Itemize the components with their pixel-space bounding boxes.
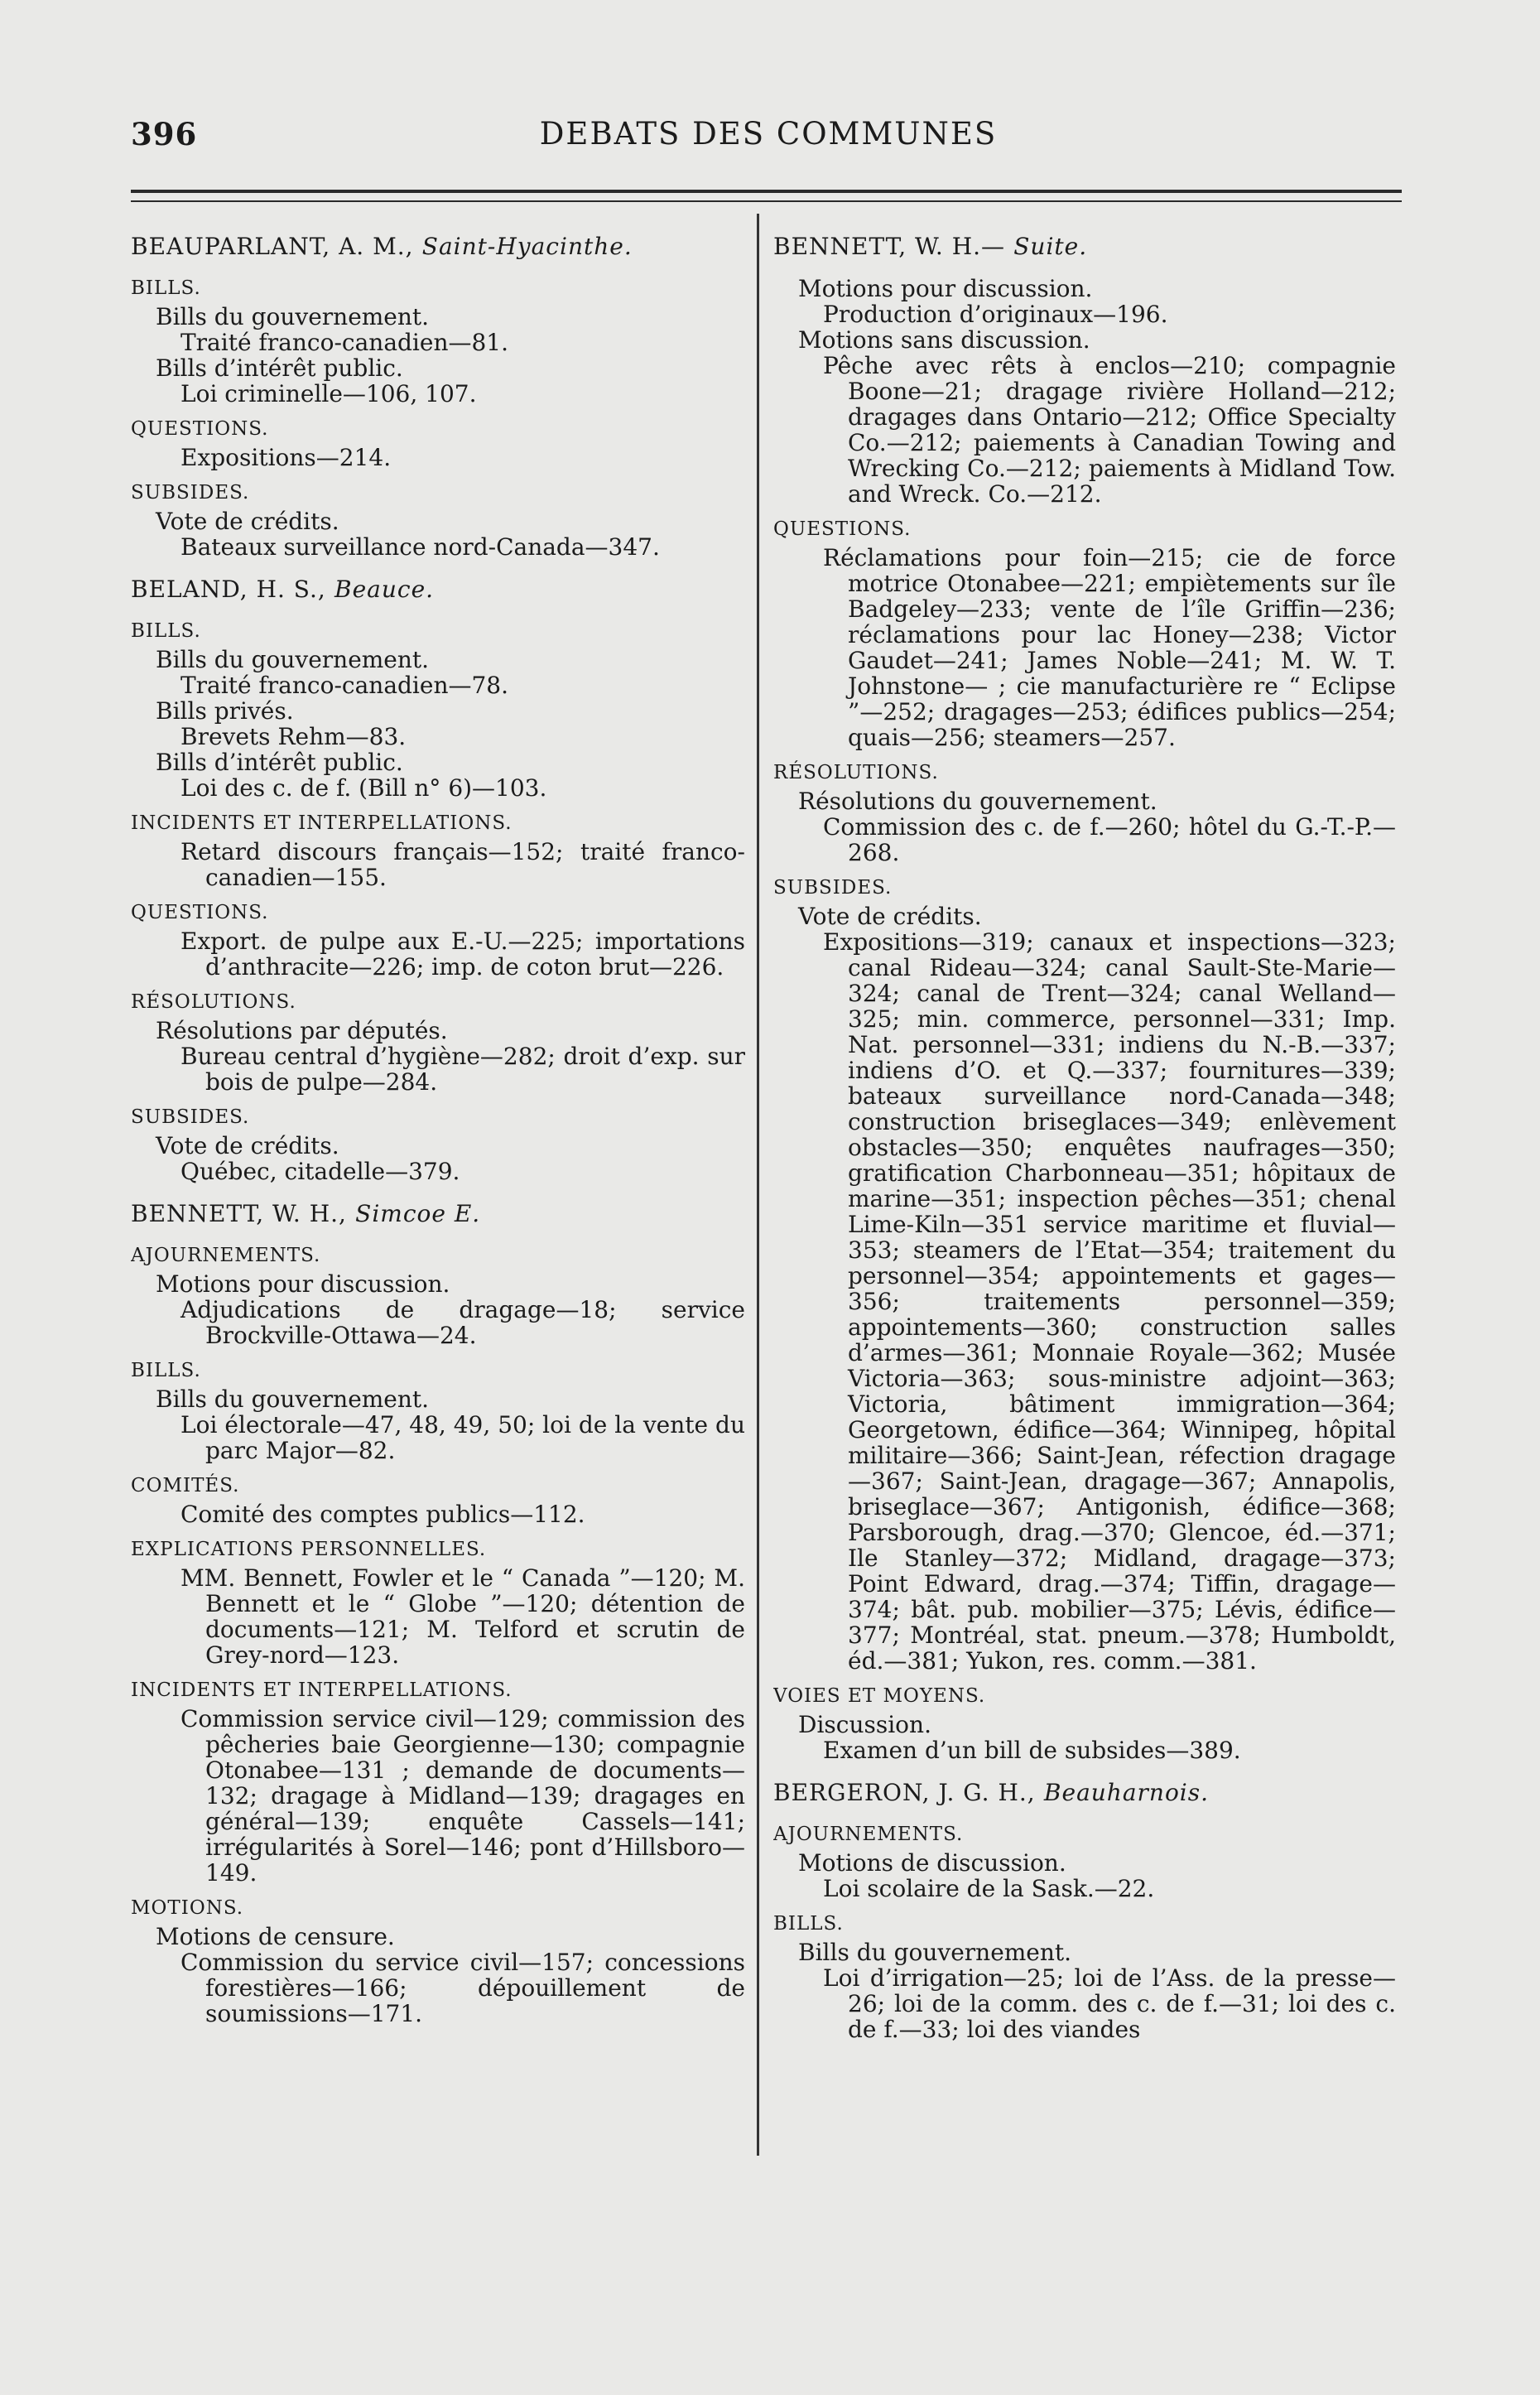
member-name <box>131 576 745 602</box>
subsection-heading: Bills d’intérêt public. <box>156 749 403 776</box>
member-name <box>131 1201 745 1226</box>
index-section <box>773 1684 1396 1763</box>
section-heading: RÉSOLUTIONS. <box>773 762 939 783</box>
index-section <box>131 1243 745 1348</box>
right-column <box>773 234 1396 2155</box>
index-item: Production d’originaux—196. <box>823 301 1168 328</box>
subsection-heading: Bills du gouvernement. <box>798 1939 1072 1966</box>
index-section <box>131 900 745 980</box>
index-item: Commission du service civil—157; concessions forestières—166; dépouillement de soumissions—171. <box>180 1949 745 2027</box>
subsection-heading: Vote de crédits. <box>798 903 982 930</box>
header-rule-thin <box>131 200 1402 202</box>
section-heading: EXPLICATIONS PERSONNELLES. <box>131 1539 487 1560</box>
riding-name: Simcoe E. <box>355 1200 481 1227</box>
section-heading: INCIDENTS ET INTERPELLATIONS. <box>131 1679 513 1701</box>
index-item: Loi d’irrigation—25; loi de l’Ass. de la presse—26; loi de la comm. des c. de f.—31; loi des c. de f.—33; loi des viandes <box>823 1964 1396 2043</box>
subsection-heading: Bills du gouvernement. <box>156 1385 430 1413</box>
index-item: Brevets Rehm—83. <box>180 723 407 750</box>
section-heading: AJOURNEMENTS. <box>773 1824 964 1845</box>
index-section <box>131 276 745 407</box>
index-section <box>773 760 1396 865</box>
member-name-text: BENNETT, W. H.— <box>773 234 1006 260</box>
section-heading: SUBSIDES. <box>131 1106 250 1128</box>
member-name-text: BEAUPARLANT, A. M., <box>131 234 414 260</box>
index-item: Retard discours français—152; traité franco-canadien—155. <box>180 838 745 891</box>
index-section <box>131 990 745 1095</box>
section-heading: BILLS. <box>773 1913 844 1935</box>
header-rule-thick <box>131 190 1402 193</box>
index-item: Loi des c. de f. (Bill n° 6)—103. <box>180 774 547 802</box>
index-item: Traité franco-canadien—78. <box>180 672 509 699</box>
index-item: Commission service civil—129; commission des pêcheries baie Georgienne—130; compagnie Otonabee—131 ; demande de documents—132; dragage à Midland—139; dragages en général—139; enquête Cassels—141; irrégularités à Sorel—146; pont d’Hillsboro—149. <box>180 1705 745 1887</box>
index-section <box>773 1911 1396 2042</box>
subsection-heading: Motions pour discussion. <box>156 1270 450 1298</box>
index-item: MM. Bennett, Fowler et le “ Canada ”—120; M. Bennett et le “ Globe ”—120; détention de documents—121; M. Telford et scrutin de Grey-nord—123. <box>180 1564 745 1669</box>
riding-name: Suite. <box>1013 234 1088 260</box>
index-entry <box>131 234 745 560</box>
index-section <box>773 276 1396 507</box>
section-heading: QUESTIONS. <box>131 418 269 440</box>
section-heading: QUESTIONS. <box>131 902 269 923</box>
section-heading: BILLS. <box>131 277 201 299</box>
member-name-text: BELAND, H. S., <box>131 576 326 603</box>
riding-name: Saint-Hyacinthe. <box>421 234 633 260</box>
subsection-heading: Vote de crédits. <box>156 508 339 535</box>
index-item: Export. de pulpe aux E.-U.—225; importations d’anthracite—226; imp. de coton brut—226. <box>180 928 745 981</box>
subsection-heading: Discussion. <box>798 1711 931 1738</box>
section-heading: BILLS. <box>131 620 201 642</box>
member-name-text: BENNETT, W. H., <box>131 1200 347 1227</box>
section-heading: MOTIONS. <box>131 1897 244 1919</box>
index-section <box>773 875 1396 1674</box>
index-item: Commission des c. de f.—260; hôtel du G.-T.-P.—268. <box>823 813 1396 866</box>
section-heading: BILLS. <box>131 1360 201 1381</box>
index-item: Loi scolaire de la Sask.—22. <box>823 1875 1155 1902</box>
subsection-heading: Bills du gouvernement. <box>156 303 430 330</box>
member-name-text: BERGERON, J. G. H., <box>773 1779 1036 1806</box>
index-entry <box>131 576 745 1184</box>
index-item: Examen d’un bill de subsides—389. <box>823 1737 1241 1764</box>
subsection-heading: Bills du gouvernement. <box>156 646 430 673</box>
index-item: Traité franco-canadien—81. <box>180 329 509 356</box>
column-divider <box>757 214 759 2156</box>
index-item: Loi criminelle—106, 107. <box>180 380 477 407</box>
index-section <box>773 1822 1396 1901</box>
section-heading: SUBSIDES. <box>773 877 893 899</box>
index-section <box>131 417 745 470</box>
index-item: Comité des comptes publics—112. <box>180 1501 585 1528</box>
index-item: Expositions—214. <box>180 444 392 471</box>
riding-name: Beauharnois. <box>1043 1779 1210 1806</box>
index-item: Pêche avec rêts à enclos—210; compagnie Boone—21; dragage rivière Holland—212; dragages dans Ontario—212; Office Specialty Co.—212; paiements à Canadian Towing and Wrecking Co.—212; paiements à Midland Tow. and Wreck. Co.—212. <box>823 352 1396 508</box>
section-heading: COMITÉS. <box>131 1475 240 1496</box>
index-entry <box>773 1780 1396 2042</box>
section-heading: VOIES ET MOYENS. <box>773 1685 986 1707</box>
index-item: Adjudications de dragage—18; service Brockville-Ottawa—24. <box>180 1296 745 1349</box>
subsection-heading: Motions sans discussion. <box>798 326 1090 354</box>
section-heading: AJOURNEMENTS. <box>131 1245 321 1266</box>
index-entry <box>131 1201 745 2026</box>
index-item: Bureau central d’hygiène—282; droit d’exp. sur bois de pulpe—284. <box>180 1043 745 1096</box>
index-section <box>131 1678 745 1886</box>
index-section <box>131 1358 745 1463</box>
index-section <box>131 1473 745 1527</box>
section-heading: SUBSIDES. <box>131 482 250 504</box>
page-header <box>131 116 1406 166</box>
subsection-heading: Bills d’intérêt public. <box>156 354 403 382</box>
subsection-heading: Bills privés. <box>156 697 294 725</box>
subsection-heading: Résolutions du gouvernement. <box>798 788 1157 815</box>
index-section <box>131 480 745 560</box>
subsection-heading: Résolutions par députés. <box>156 1017 448 1044</box>
subsection-heading: Motions de discussion. <box>798 1849 1066 1877</box>
index-item: Loi électorale—47, 48, 49, 50; loi de la vente du parc Major—82. <box>180 1411 745 1464</box>
subsection-heading: Vote de crédits. <box>156 1132 339 1159</box>
index-section <box>131 619 745 801</box>
index-section <box>131 1896 745 2026</box>
index-item: Réclamations pour foin—215; cie de force motrice Otonabee—221; empiètements sur île Badgeley—233; vente de l’île Griffin—236; réclamations pour lac Honey—238; Victor Gaudet—241; James Noble—241; M. W. T. Johnstone— ; cie manufacturière re “ Eclipse ”—252; dragages—253; édifices publics—254; quais—256; steamers—257. <box>823 544 1396 751</box>
left-column <box>131 234 745 2155</box>
section-heading: RÉSOLUTIONS. <box>131 991 296 1013</box>
subsection-heading: Motions pour discussion. <box>798 275 1093 302</box>
riding-name: Beauce. <box>334 576 435 603</box>
page-number: 396 <box>131 116 198 152</box>
section-heading: QUESTIONS. <box>773 518 912 540</box>
member-name <box>773 234 1396 259</box>
index-item: Expositions—319; canaux et inspections—323; canal Rideau—324; canal Sault-Ste-Marie—324; canal de Trent—324; canal Welland—325; min. commerce, personnel—331; Imp. Nat. personnel—331; indiens du N.-B.—337; indiens d’O. et Q.—337; fournitures—339; bateaux surveillance nord-Canada—348; construction briseglaces—349; enlèvement obstacles—350; enquêtes naufrages—350; gratification Charbonneau—351; hôpitaux de marine—351; inspection pêches—351; chenal Lime-Kiln—351 service maritime et fluvial—353; steamers de l’Etat—354; traitement du personnel—354; appointements et gages—356; traitements personnel—359; appointements—360; construction salles d’armes—361; Monnaie Royale—362; Musée Victoria—363; sous-ministre adjoint—363; Victoria, bâtiment immigration—364; Georgetown, édifice—364; Winnipeg, hôpital militaire—366; Saint-Jean, réfection dragage—367; Saint-Jean, dragage—367; Annapolis, briseglace—367; Antigonish, édifice—368; Parsborough, drag.—370; Glencoe, éd.—371; Ile Stanley—372; Midland, dragage—373; Point Edward, drag.—374; Tiffin, dragage—374; bât. pub. mobilier—375; Lévis, édifice—377; Montréal, stat. pneum.—378; Humboldt, éd.—381; Yukon, res. comm.—381. <box>823 928 1396 1675</box>
section-heading: INCIDENTS ET INTERPELLATIONS. <box>131 812 513 834</box>
member-name <box>773 1780 1396 1805</box>
index-item: Bateaux surveillance nord-Canada—347. <box>180 533 660 561</box>
subsection-heading: Motions de censure. <box>156 1923 395 1950</box>
index-section <box>131 811 745 890</box>
index-item: Québec, citadelle—379. <box>180 1158 460 1185</box>
member-name <box>131 234 745 259</box>
index-entry <box>773 234 1396 1763</box>
index-section <box>773 517 1396 750</box>
running-title: DEBATS DES COMMUNES <box>539 116 998 152</box>
index-section <box>131 1105 745 1184</box>
index-section <box>131 1537 745 1668</box>
